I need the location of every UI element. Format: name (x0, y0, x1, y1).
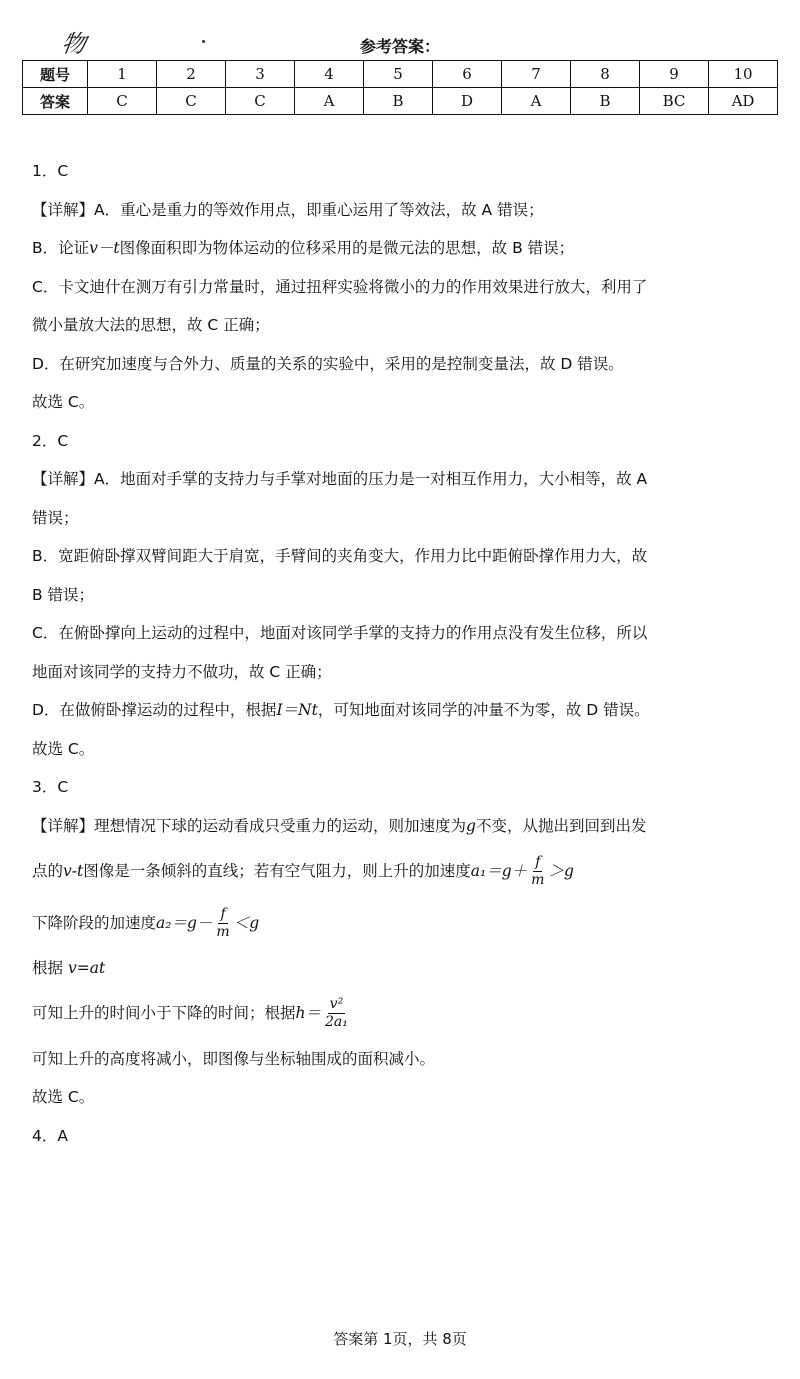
q1-line: 故选 C。 (32, 393, 95, 411)
question-number: 9 (640, 61, 709, 88)
question-number: 7 (502, 61, 571, 88)
q2-line (32, 691, 778, 730)
text-span: 点的 (32, 861, 64, 880)
q3-line: 可知上升的高度将减小，即图像与坐标轴围成的面积减小。 (32, 1049, 436, 1068)
q1-heading: 1．C (32, 162, 69, 180)
fraction-denominator: 2a₁ (325, 1014, 348, 1030)
text-span: 【详解】理想情况下球的运动看成只受重力的运动，则加速度为 (32, 816, 467, 835)
q3-line (32, 807, 778, 846)
question-number: 4 (295, 61, 364, 88)
q3-heading: 3．C (32, 778, 69, 796)
q3-line (32, 845, 778, 897)
question-number: 6 (433, 61, 502, 88)
text-span: ，可知地面对该同学的冲量不为零，故 D 错误。 (317, 701, 650, 719)
row-label-answer: 答案 (23, 88, 88, 115)
handwritten-subject-mark: 物 (59, 30, 88, 58)
answer-cell: B (571, 88, 640, 115)
q2-line: 【详解】A．地面对手掌的支持力与手掌对地面的压力是一对相互作用力，大小相等，故 A (32, 470, 648, 488)
fraction-numerator: f (535, 853, 541, 870)
q2-line: 地面对该同学的支持力不做功，故 C 正确； (32, 662, 332, 681)
q3-line (32, 988, 778, 1040)
answer-cell: B (364, 88, 433, 115)
math-expr: v-t (63, 861, 84, 880)
q2-line: 故选 C。 (32, 739, 95, 758)
q1-line (32, 229, 778, 268)
q1-line: 微小量放大法的思想，故 C 正确； (32, 316, 270, 334)
answer-cell: A (295, 88, 364, 115)
fraction-denominator: m (531, 871, 545, 888)
fraction-numerator: v² (329, 996, 344, 1012)
answer-row (23, 88, 778, 115)
question-number: 5 (364, 61, 433, 88)
row-label-number: 题号 (23, 61, 88, 88)
text-span: 图像是一条倾斜的直线；若有空气阻力，则上升的加速度 (83, 861, 471, 880)
text-span: 下降阶段的加速度 (32, 913, 157, 932)
solutions-body (32, 152, 778, 1155)
formula-rhs: ＜g (233, 913, 260, 932)
q2-line: B 错误； (32, 585, 95, 604)
answer-cell: C (226, 88, 295, 115)
text-span: 可知上升的时间小于下降的时间；根据 (32, 1004, 296, 1023)
question-number: 3 (226, 61, 295, 88)
q1-line: D．在研究加速度与合外力、质量的关系的实验中，采用的是控制变量法，故 D 错误。 (32, 354, 624, 373)
math-expr: I＝Nt (276, 701, 318, 719)
question-number: 1 (88, 61, 157, 88)
question-number-row (23, 61, 778, 88)
q2-heading: 2．C (32, 431, 69, 450)
fraction (214, 906, 231, 941)
fraction-numerator: f (220, 905, 226, 922)
formula-lhs: h＝ (295, 1004, 321, 1023)
fraction (323, 996, 350, 1031)
answer-cell: AD (709, 88, 778, 115)
text-span: D．在做俯卧撑运动的过程中，根据 (32, 701, 277, 719)
formula-lhs: a₂＝g－ (156, 913, 213, 932)
answer-key-table (22, 60, 778, 115)
q3-line: 故选 C。 (32, 1088, 95, 1106)
q2-line: 错误； (32, 508, 79, 527)
math-expr: v－t (89, 239, 120, 257)
question-number: 8 (571, 61, 640, 88)
fraction-denominator: m (216, 923, 230, 940)
q2-line: C．在俯卧撑向上运动的过程中，地面对该同学手掌的支持力的作用点没有发生位移，所以 (32, 624, 648, 642)
formula-rhs: ＞g (548, 861, 574, 880)
page-title: 参考答案： (359, 37, 440, 56)
answer-cell: BC (640, 88, 709, 115)
q1-line: C．卡文迪什在测万有引力常量时，通过扭秤实验将微小的力的作用效果进行放大，利用了 (32, 277, 648, 296)
math-expr: v=at (67, 959, 106, 977)
answer-cell: D (433, 88, 502, 115)
q3-line (32, 897, 778, 949)
fraction (529, 854, 546, 889)
text-span: 根据 (32, 959, 64, 977)
q2-line: B．宽距俯卧撑双臂间距大于肩宽，手臂间的夹角变大，作用力比中距俯卧撑作用力大，故 (32, 547, 648, 565)
answer-cell: A (502, 88, 571, 115)
answer-cell: C (88, 88, 157, 115)
formula-lhs: a₁＝g＋ (470, 861, 528, 880)
text-span: 不变，从抛出到回到出发 (475, 816, 647, 835)
math-expr: g (466, 816, 476, 835)
page-footer: 答案第 1页，共 8页 (333, 1330, 467, 1348)
answer-cell: C (157, 88, 226, 115)
question-number: 10 (709, 61, 778, 88)
q1-line: 【详解】A．重心是重力的等效作用点，即重心运用了等效法，故 A 错误； (32, 200, 544, 219)
text-span: 图像面积即为物体运动的位移采用的是微元法的思想，故 B 错误； (119, 239, 575, 257)
q3-line (32, 949, 778, 988)
q4-heading: 4．A (32, 1126, 68, 1145)
text-span: B．论证 (32, 239, 90, 257)
question-number: 2 (157, 61, 226, 88)
